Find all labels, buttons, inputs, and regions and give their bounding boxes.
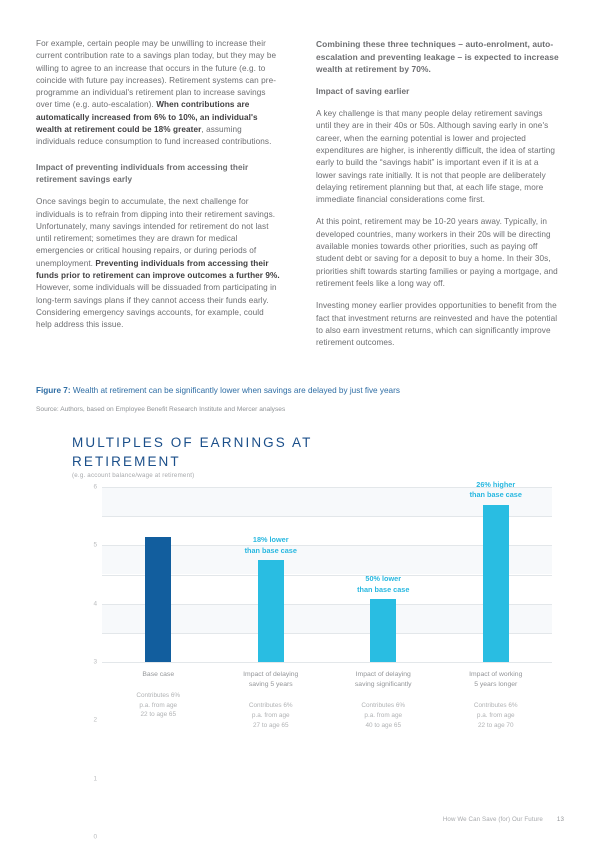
chart-title: MULTIPLES OF EARNINGS AT RETIREMENT — [72, 435, 313, 469]
figure-caption — [36, 385, 556, 397]
chart-category-subtext — [323, 701, 443, 730]
right-paragraph-3: Investing money earlier provides opportunities to benefit from the fact that investment returns are reinvested and have the potential to also earn investment returns, which can significantly improve retirement outcomes. — [316, 301, 558, 348]
chart-annotation-line: than base case — [244, 545, 297, 555]
left-paragraph-1 — [36, 38, 280, 149]
figure-source: Source: Authors, based on Employee Benefit Research Institute and Mercer analyses — [36, 406, 286, 413]
chart-category-subline: 40 to age 65 — [365, 721, 402, 729]
chart-y-tick-label: 5 — [93, 541, 97, 549]
right-text-column — [316, 38, 560, 359]
chart-category-subline: Contributes 6% — [361, 702, 406, 710]
chart-y-tick-label: 2 — [93, 716, 97, 724]
left-text-column — [36, 38, 280, 342]
chart-category-name — [211, 670, 331, 690]
page-footer — [0, 816, 564, 823]
chart-category-labels — [102, 670, 552, 745]
chart-category-subtext — [211, 701, 331, 730]
chart-category-name — [323, 670, 443, 690]
right-paragraph-2: At this point, retirement may be 10-20 years away. Typically, in developed countries, many workers in their 20s will be directing available monies towards other priorities, such as paying off student debt or saving for a deposit to buy a home. In their 30s, priorities shift towards starting families or paying a mortgage, and retirement feels like a long way off. — [316, 217, 558, 288]
chart-category-subtext — [98, 691, 218, 720]
chart-annotation-line: 50% lower — [365, 574, 402, 584]
left-paragraph-2 — [36, 196, 280, 331]
chart-category-subline: 27 to age 65 — [252, 721, 289, 729]
chart-bar-annotation — [217, 535, 325, 556]
chart-y-tick-label: 1 — [93, 775, 97, 783]
chart-category-line: Impact of delaying — [243, 671, 299, 678]
chart-bar-annotation — [329, 574, 437, 595]
chart-bar — [483, 505, 509, 663]
left-p1-post: , assuming individuals reduce consumption to fund increased contributions. — [36, 125, 272, 147]
chart-category-subline: p.a. from age — [251, 712, 290, 719]
chart-bar — [258, 560, 284, 662]
chart-category-subline: 22 to age 70 — [477, 721, 514, 729]
chart-category — [323, 670, 443, 730]
chart-annotation-line: than base case — [357, 584, 410, 594]
chart-category-subline: 22 to age 65 — [140, 711, 177, 719]
figure-caption-text: Wealth at retirement can be significantly lower when savings are delayed by just five years — [70, 386, 400, 395]
chart-annotation-line: 18% lower — [252, 534, 289, 544]
right-lead-statement: Combining these three techniques – auto-enrolment, auto-escalation and preventing leakage – is expected to increase wealth at retirement by 70%. — [316, 39, 559, 75]
chart-category — [436, 670, 556, 730]
left-p2-post: However, some individuals will be dissuaded from participating in long-term savings plans if they cannot access their funds early. Considering emergency savings accounts, for example, could help address this issue. — [36, 283, 277, 330]
chart-y-tick-label: 4 — [93, 600, 97, 608]
chart-annotation-line: 26% higher — [476, 479, 516, 489]
chart-subtitle: (e.g. account balance/wage at retirement) — [72, 472, 195, 479]
chart-category-subline: p.a. from age — [476, 712, 515, 719]
chart-category-name: Base case — [142, 671, 175, 678]
chart-bar — [145, 537, 171, 662]
chart-category-subline: Contributes 6% — [473, 702, 518, 710]
chart-bar-annotation — [442, 480, 550, 501]
chart-y-tick-label: 6 — [93, 483, 97, 491]
chart-category-name — [436, 670, 556, 690]
chart-category-subline: p.a. from age — [139, 701, 178, 709]
chart-y-tick-label: 3 — [93, 658, 97, 666]
right-paragraph-1: A key challenge is that many people delay retirement savings until they are in their 40s or 50s. Although saving early in one's career, when the earning potential is lower and projected expenditures are higher, is inherently difficult, the idea of starting early to build the “savings habit” is important even if it is at a lower savings rate initially. It is not that people are deliberately delaying retirement planning but that, at each life stage, more immediate financial considerations come first. — [316, 109, 556, 205]
chart-category-subtext — [436, 701, 556, 730]
figure-number: Figure 7: — [36, 386, 71, 395]
chart-annotation-line: than base case — [469, 490, 522, 500]
chart-bar — [370, 599, 396, 662]
left-p2-pre: Once savings begin to accumulate, the next challenge for individuals is to refrain from dipping into their retirement savings. Unfortunately, many savings intended for retirement do not last until retirement; sometimes they are drawn for medical emergencies or critical housing repairs, or during periods of unemployment. — [36, 197, 276, 268]
chart-y-tick-label: 0 — [93, 833, 97, 841]
left-p2-bold: Preventing individuals from accessing their funds prior to retirement can improve outcomes a further 9%. — [36, 258, 280, 281]
chart-category-line: Impact of delaying — [355, 671, 411, 678]
chart-category-line: saving 5 years — [248, 681, 293, 689]
chart-category-subline: Contributes 6% — [136, 692, 181, 700]
chart-category — [211, 670, 331, 730]
chart-category-subline: Contributes 6% — [248, 702, 293, 710]
chart-category-subline: p.a. from age — [364, 712, 403, 719]
right-subheading: Impact of saving earlier — [316, 86, 410, 96]
page-number: 13 — [556, 816, 564, 823]
chart-category-line: saving significantly — [354, 681, 412, 689]
chart-category — [98, 670, 218, 720]
footer-title: How We Can Save (for) Our Future — [442, 816, 543, 823]
left-p1-pre: For example, certain people may be unwilling to increase their current contribution rate to a savings plan today, but they may be willing to agree to an increase that occurs in the future (e.g. to coincide with future pay increases). Retirement systems can pre-programme an individual's retirement plan to increase savings over time (e.g. auto-escalation). — [36, 39, 277, 110]
chart-category-line: Impact of working — [469, 671, 523, 678]
chart-category-line: 5 years longer — [474, 681, 518, 689]
left-subheading: Impact of preventing individuals from accessing their retirement savings early — [36, 162, 249, 184]
left-p1-bold: When contributions are automatically increased from 6% to 10%, an individual's wealth at retirement could be 18% greater — [36, 100, 258, 135]
